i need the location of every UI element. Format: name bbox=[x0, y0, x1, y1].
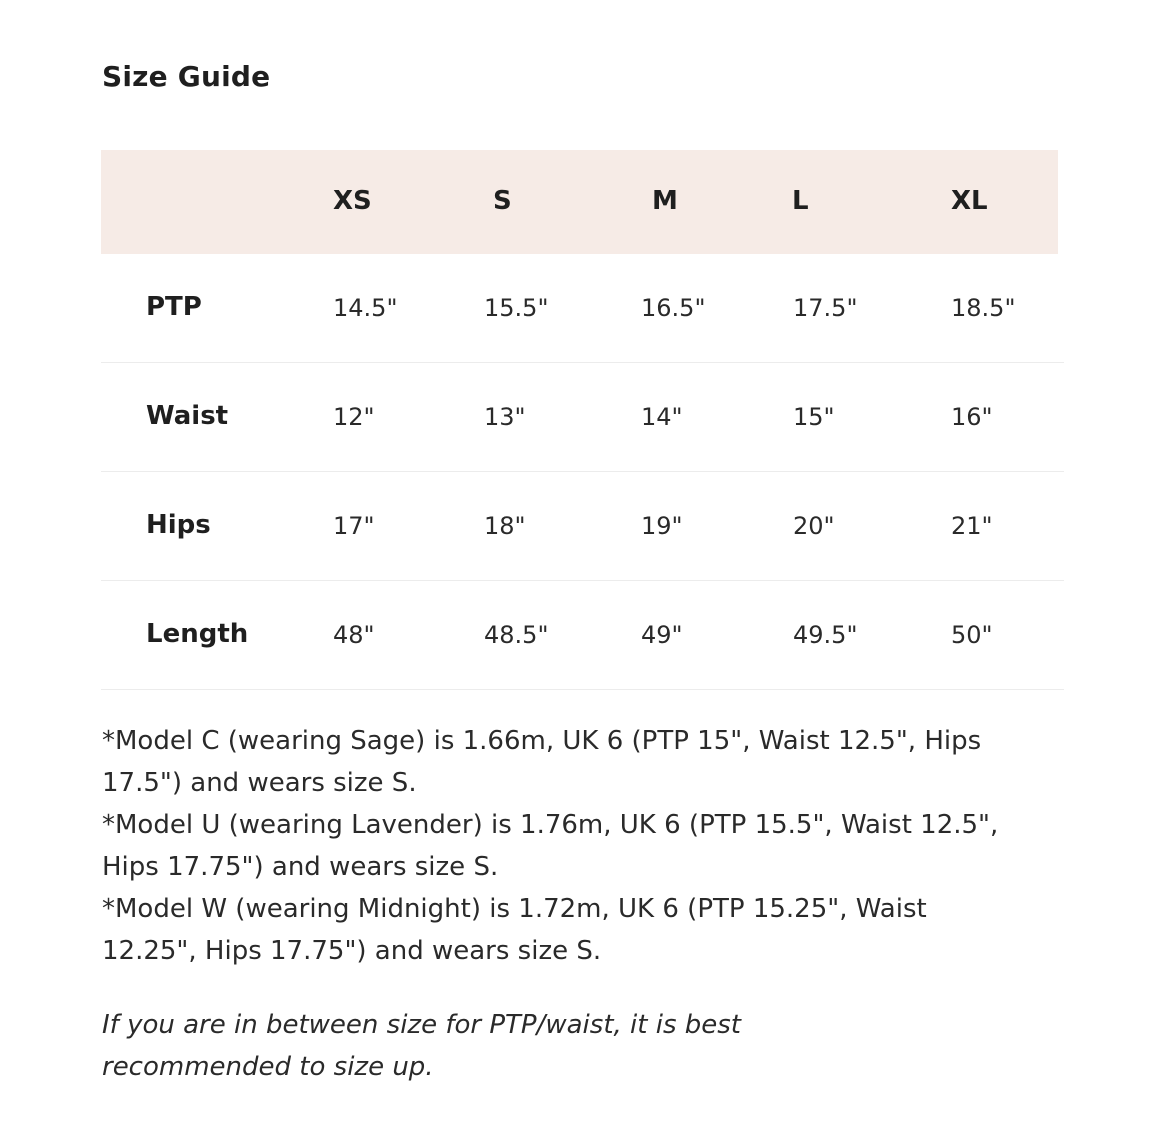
table-cell: 17" bbox=[333, 512, 375, 540]
size-guide-table bbox=[101, 150, 1064, 690]
table-row bbox=[101, 472, 1064, 581]
sizing-tip: If you are in between size for PTP/waist, it is best recommended to size up. bbox=[102, 1010, 742, 1082]
table-cell: 12" bbox=[333, 403, 375, 431]
model-note-c: *Model C (wearing Sage) is 1.66m, UK 6 (PTP 15", Waist 12.5", Hips 17.5") and wears size S. bbox=[102, 726, 982, 798]
table-cell: 20" bbox=[793, 512, 835, 540]
table-cell: 16.5" bbox=[641, 294, 706, 322]
table-cell: 14.5" bbox=[333, 294, 398, 322]
model-note-u: *Model U (wearing Lavender) is 1.76m, UK 6 (PTP 15.5", Waist 12.5", Hips 17.75") and wears size S. bbox=[102, 810, 999, 882]
table-cell: 21" bbox=[951, 512, 993, 540]
size-header-xs: XS bbox=[333, 186, 372, 216]
table-cell: 15.5" bbox=[484, 294, 549, 322]
row-label-waist: Waist bbox=[146, 401, 229, 431]
table-header-row bbox=[101, 150, 1058, 254]
model-note-w: *Model W (wearing Midnight) is 1.72m, UK 6 (PTP 15.25", Waist 12.25", Hips 17.75") and wears size S. bbox=[102, 894, 927, 966]
page-title: Size Guide bbox=[102, 60, 271, 93]
row-label-length: Length bbox=[146, 619, 249, 649]
size-header-s: S bbox=[493, 186, 512, 216]
size-header-l: L bbox=[792, 186, 809, 216]
table-cell: 14" bbox=[641, 403, 683, 431]
table-cell: 50" bbox=[951, 621, 993, 649]
table-cell: 15" bbox=[793, 403, 835, 431]
table-cell: 16" bbox=[951, 403, 993, 431]
table-cell: 48" bbox=[333, 621, 375, 649]
table-row bbox=[101, 254, 1064, 363]
table-cell: 13" bbox=[484, 403, 526, 431]
size-header-xl: XL bbox=[951, 186, 988, 216]
table-cell: 48.5" bbox=[484, 621, 549, 649]
table-row bbox=[101, 363, 1064, 472]
size-header-m: M bbox=[652, 186, 678, 216]
table-cell: 49" bbox=[641, 621, 683, 649]
table-cell: 19" bbox=[641, 512, 683, 540]
row-label-ptp: PTP bbox=[146, 292, 202, 322]
table-row bbox=[101, 581, 1064, 690]
model-notes bbox=[102, 720, 1002, 972]
table-cell: 18" bbox=[484, 512, 526, 540]
table-cell: 18.5" bbox=[951, 294, 1016, 322]
table-cell: 17.5" bbox=[793, 294, 858, 322]
table-cell: 49.5" bbox=[793, 621, 858, 649]
row-label-hips: Hips bbox=[146, 510, 211, 540]
